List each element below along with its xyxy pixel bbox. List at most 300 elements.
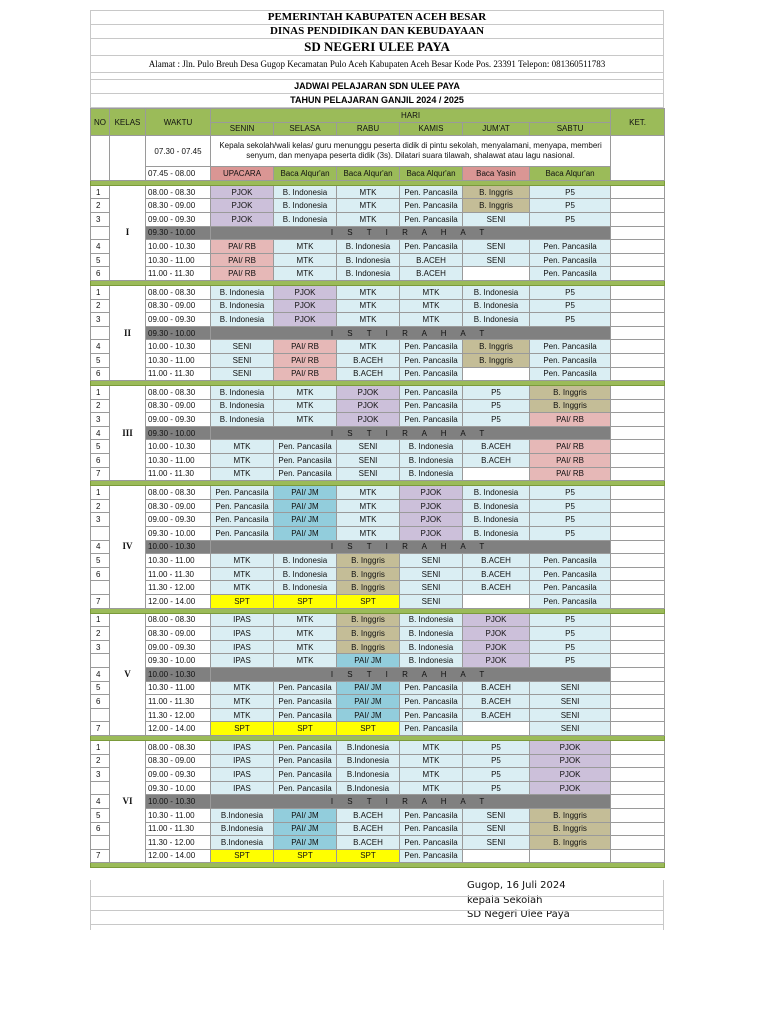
- subject-cell: B.ACEH: [337, 836, 400, 850]
- subject-cell: P5: [530, 613, 611, 627]
- col-waktu: WAKTU: [146, 109, 211, 136]
- subject-cell: Pen. Pancasila: [400, 722, 463, 736]
- subject-cell: P5: [530, 513, 611, 527]
- subject-cell: MTK: [211, 467, 274, 481]
- subject-cell: PAI/ RB: [274, 367, 337, 381]
- ket-cell: [611, 240, 665, 254]
- subject-cell: SENI: [530, 722, 611, 736]
- subject-cell: B.Indonesia: [211, 836, 274, 850]
- table-row: [91, 527, 665, 541]
- row-number: 1: [91, 613, 110, 627]
- subject-cell: B.Indonesia: [337, 754, 400, 768]
- break-cell: I S T I R A H A T: [211, 426, 611, 440]
- time-slot: 10.00 - 10.30: [146, 240, 211, 254]
- time-slot: 11.00 - 11.30: [146, 695, 211, 709]
- subject-cell: SENI: [400, 554, 463, 568]
- ket-cell: [611, 849, 665, 863]
- time-slot: 08.00 - 08.30: [146, 386, 211, 400]
- subject-cell: Pen. Pancasila: [400, 836, 463, 850]
- row-number: 2: [91, 499, 110, 513]
- subject-cell: B.ACEH: [337, 822, 400, 836]
- subject-cell: P5: [530, 499, 611, 513]
- subject-cell: B. Indonesia: [274, 581, 337, 595]
- subject-cell: B. Indonesia: [400, 440, 463, 454]
- subject-cell: PAI/ JM: [274, 527, 337, 541]
- ket-cell: [611, 613, 665, 627]
- time-slot: 09.00 - 09.30: [146, 413, 211, 427]
- subject-cell: Pen. Pancasila: [400, 386, 463, 400]
- subject-cell: B. Indonesia: [400, 467, 463, 481]
- subject-cell: B. Indonesia: [211, 386, 274, 400]
- subject-cell: PJOK: [400, 486, 463, 500]
- subject-cell: B. Inggris: [463, 340, 530, 354]
- subject-cell: B. Indonesia: [400, 627, 463, 641]
- ket-cell: [611, 199, 665, 213]
- subject-cell: IPAS: [211, 640, 274, 654]
- subject-cell: B.Indonesia: [337, 781, 400, 795]
- subject-cell: PJOK: [400, 527, 463, 541]
- break-cell: I S T I R A H A T: [211, 326, 611, 340]
- subject-cell: B. Indonesia: [463, 527, 530, 541]
- subject-cell: Pen. Pancasila: [400, 708, 463, 722]
- time-slot: 11.30 - 12.00: [146, 836, 211, 850]
- day-header: JUM'AT: [463, 122, 530, 136]
- ket-cell: [611, 722, 665, 736]
- ket-cell: [611, 253, 665, 267]
- subject-cell: PAI/ RB: [274, 340, 337, 354]
- table-row: [91, 795, 665, 809]
- subject-cell: MTK: [400, 781, 463, 795]
- subject-cell: B. Indonesia: [400, 454, 463, 468]
- header-spacer: [90, 72, 664, 79]
- row-number: [91, 836, 110, 850]
- subject-cell: MTK: [211, 581, 274, 595]
- subject-cell: MTK: [274, 267, 337, 281]
- subject-cell: B.ACEH: [463, 440, 530, 454]
- row-number: 6: [91, 567, 110, 581]
- subject-cell: B.ACEH: [463, 695, 530, 709]
- day-header: SELASA: [274, 122, 337, 136]
- table-row: [91, 399, 665, 413]
- grid-line: [90, 880, 91, 930]
- subject-cell: P5: [463, 768, 530, 782]
- row-number: 4: [91, 540, 110, 554]
- time-slot: 10.30 - 11.00: [146, 681, 211, 695]
- ket-cell: [611, 440, 665, 454]
- ket-cell: [611, 567, 665, 581]
- ket-cell: [611, 226, 665, 240]
- day-header: SABTU: [530, 122, 611, 136]
- subject-cell: Pen. Pancasila: [530, 367, 611, 381]
- subject-cell: B. Inggris: [463, 199, 530, 213]
- time-slot: 11.00 - 11.30: [146, 367, 211, 381]
- subject-cell: [463, 467, 530, 481]
- table-row: [91, 708, 665, 722]
- subject-cell: PJOK: [463, 627, 530, 641]
- day-header: KAMIS: [400, 122, 463, 136]
- subject-cell: SENI: [463, 808, 530, 822]
- separator-bar: [91, 863, 665, 868]
- subject-cell: B. Indonesia: [211, 285, 274, 299]
- table-row: [91, 640, 665, 654]
- subject-cell: PAI/ JM: [274, 808, 337, 822]
- subject-cell: Pen. Pancasila: [530, 267, 611, 281]
- ket-cell: [611, 768, 665, 782]
- subject-cell: MTK: [211, 454, 274, 468]
- subject-cell: P5: [463, 781, 530, 795]
- table-row: [91, 240, 665, 254]
- subject-cell: P5: [530, 527, 611, 541]
- time-slot: 09.00 - 09.30: [146, 640, 211, 654]
- subject-cell: B. Indonesia: [211, 299, 274, 313]
- row-number: [91, 527, 110, 541]
- subject-cell: MTK: [211, 554, 274, 568]
- ket-cell: [611, 667, 665, 681]
- signature-school: SD Negeri Ulee Paya: [467, 909, 570, 920]
- row-number: 6: [91, 695, 110, 709]
- subject-cell: Pen. Pancasila: [400, 399, 463, 413]
- table-row: [91, 581, 665, 595]
- subject-cell: PJOK: [337, 386, 400, 400]
- subject-cell: MTK: [400, 299, 463, 313]
- subject-cell: SPT: [211, 595, 274, 609]
- subject-cell: Pen. Pancasila: [530, 554, 611, 568]
- ket-cell: [611, 795, 665, 809]
- subject-cell: PAI/ RB: [211, 267, 274, 281]
- subject-cell: P5: [530, 486, 611, 500]
- subject-cell: SENI: [463, 836, 530, 850]
- subject-cell: Pen. Pancasila: [400, 822, 463, 836]
- subject-cell: B.Indonesia: [337, 768, 400, 782]
- row-number: 4: [91, 667, 110, 681]
- row-number: 6: [91, 367, 110, 381]
- ket-cell: [611, 285, 665, 299]
- subject-cell: IPAS: [211, 627, 274, 641]
- ket-cell: [611, 467, 665, 481]
- ket-cell: [611, 581, 665, 595]
- ket-cell: [611, 513, 665, 527]
- table-row: [91, 253, 665, 267]
- subject-cell: MTK: [274, 253, 337, 267]
- subject-cell: PJOK: [400, 499, 463, 513]
- subject-cell: B. Indonesia: [274, 199, 337, 213]
- subject-cell: PJOK: [530, 781, 611, 795]
- subject-cell: B. Indonesia: [211, 413, 274, 427]
- table-row: [91, 722, 665, 736]
- subject-cell: PAI/ JM: [337, 695, 400, 709]
- subject-cell: [463, 267, 530, 281]
- subject-cell: MTK: [337, 313, 400, 327]
- subject-cell: Pen. Pancasila: [530, 353, 611, 367]
- subject-cell: SPT: [337, 722, 400, 736]
- subject-cell: Pen. Pancasila: [400, 199, 463, 213]
- subject-cell: P5: [463, 399, 530, 413]
- table-row: [91, 849, 665, 863]
- subject-cell: B. Inggris: [463, 185, 530, 199]
- subject-cell: Pen. Pancasila: [274, 740, 337, 754]
- subject-cell: B. Inggris: [337, 613, 400, 627]
- activity-upacara: UPACARA: [211, 167, 274, 181]
- row-number: [91, 781, 110, 795]
- row-number: 7: [91, 849, 110, 863]
- subject-cell: B. Inggris: [530, 836, 611, 850]
- ket-cell: [611, 353, 665, 367]
- signature-role: kepala Sekolah: [467, 895, 543, 906]
- class-label: III: [110, 386, 146, 481]
- class-separator: [91, 863, 665, 868]
- subject-cell: MTK: [400, 768, 463, 782]
- subject-cell: MTK: [211, 695, 274, 709]
- ket-cell: [611, 413, 665, 427]
- subject-cell: PJOK: [337, 413, 400, 427]
- subject-cell: P5: [463, 754, 530, 768]
- subject-cell: IPAS: [211, 740, 274, 754]
- row-number: 5: [91, 440, 110, 454]
- schedule-title: JADWAI PELAJARAN SDN ULEE PAYA: [90, 79, 664, 93]
- table-row: [91, 781, 665, 795]
- time-slot: 10.00 - 10.30: [146, 795, 211, 809]
- ket-cell: [611, 708, 665, 722]
- time-slot: 09.30 - 10.00: [146, 226, 211, 240]
- row-number: 1: [91, 185, 110, 199]
- time-slot: 12.00 - 14.00: [146, 595, 211, 609]
- time-slot: 08.30 - 09.00: [146, 199, 211, 213]
- subject-cell: SENI: [463, 212, 530, 226]
- subject-cell: SENI: [530, 708, 611, 722]
- table-row: [91, 540, 665, 554]
- subject-cell: B. Inggris: [337, 554, 400, 568]
- table-row: [91, 226, 665, 240]
- subject-cell: PAI/ RB: [211, 240, 274, 254]
- subject-cell: MTK: [400, 313, 463, 327]
- schedule-sheet: [90, 10, 664, 868]
- subject-cell: B.ACEH: [337, 808, 400, 822]
- subject-cell: SPT: [274, 722, 337, 736]
- subject-cell: MTK: [337, 486, 400, 500]
- grid-line: [90, 924, 664, 925]
- time-slot: 09.30 - 10.00: [146, 527, 211, 541]
- subject-cell: PAI/ JM: [274, 486, 337, 500]
- subject-cell: SPT: [211, 722, 274, 736]
- row-number: 2: [91, 754, 110, 768]
- subject-cell: IPAS: [211, 754, 274, 768]
- col-no: NO: [91, 109, 110, 136]
- ket-cell: [611, 326, 665, 340]
- table-row: [91, 467, 665, 481]
- ket-cell: [611, 367, 665, 381]
- row-number: 5: [91, 554, 110, 568]
- subject-cell: PJOK: [400, 513, 463, 527]
- subject-cell: Pen. Pancasila: [274, 695, 337, 709]
- subject-cell: PAI/ JM: [337, 708, 400, 722]
- time-slot: 08.00 - 08.30: [146, 486, 211, 500]
- subject-cell: MTK: [211, 567, 274, 581]
- break-cell: I S T I R A H A T: [211, 540, 611, 554]
- ket-cell: [611, 540, 665, 554]
- subject-cell: Pen. Pancasila: [211, 499, 274, 513]
- subject-cell: B. Inggris: [530, 386, 611, 400]
- grid-line: [663, 880, 664, 930]
- table-row: [91, 285, 665, 299]
- time-slot: 10.00 - 10.30: [146, 667, 211, 681]
- subject-cell: B.ACEH: [463, 554, 530, 568]
- time-slot: 10.00 - 10.30: [146, 540, 211, 554]
- time-slot: 09.00 - 09.30: [146, 313, 211, 327]
- ket-cell: [611, 499, 665, 513]
- row-number: 5: [91, 253, 110, 267]
- subject-cell: B. Inggris: [337, 627, 400, 641]
- time-slot: 08.00 - 08.30: [146, 613, 211, 627]
- subject-cell: B. Indonesia: [274, 554, 337, 568]
- subject-cell: PJOK: [211, 185, 274, 199]
- subject-cell: MTK: [211, 708, 274, 722]
- subject-cell: Pen. Pancasila: [400, 695, 463, 709]
- row-number: [91, 654, 110, 668]
- table-row: [91, 836, 665, 850]
- subject-cell: PJOK: [274, 313, 337, 327]
- subject-cell: B.Indonesia: [211, 808, 274, 822]
- subject-cell: MTK: [400, 740, 463, 754]
- subject-cell: Pen. Pancasila: [400, 240, 463, 254]
- subject-cell: P5: [530, 285, 611, 299]
- time-slot: 09.30 - 10.00: [146, 781, 211, 795]
- subject-cell: B. Indonesia: [211, 313, 274, 327]
- ket-cell: [611, 627, 665, 641]
- subject-cell: Pen. Pancasila: [400, 367, 463, 381]
- subject-cell: MTK: [211, 681, 274, 695]
- subject-cell: Pen. Pancasila: [274, 754, 337, 768]
- col-hari: HARI: [211, 109, 611, 123]
- time-slot: 08.30 - 09.00: [146, 754, 211, 768]
- subject-cell: Pen. Pancasila: [274, 768, 337, 782]
- subject-cell: PAI/ JM: [274, 513, 337, 527]
- opening-time: 07.30 - 07.45: [146, 136, 211, 167]
- subject-cell: MTK: [337, 499, 400, 513]
- subject-cell: B. Indonesia: [337, 253, 400, 267]
- signature-date: Gugop, 16 Juli 2024: [467, 880, 566, 891]
- subject-cell: MTK: [274, 654, 337, 668]
- subject-cell: [463, 849, 530, 863]
- subject-cell: PJOK: [211, 199, 274, 213]
- subject-cell: PAI/ RB: [211, 253, 274, 267]
- table-row: [91, 554, 665, 568]
- subject-cell: Pen. Pancasila: [211, 527, 274, 541]
- subject-cell: SPT: [274, 595, 337, 609]
- table-row: [91, 340, 665, 354]
- row-number: 6: [91, 822, 110, 836]
- subject-cell: B. Inggris: [530, 808, 611, 822]
- time-slot: 09.00 - 09.30: [146, 212, 211, 226]
- subject-cell: B.ACEH: [463, 681, 530, 695]
- ket-cell: [611, 386, 665, 400]
- subject-cell: B.ACEH: [400, 253, 463, 267]
- ket-cell: [611, 836, 665, 850]
- row-number: 4: [91, 340, 110, 354]
- subject-cell: B. Inggris: [337, 581, 400, 595]
- subject-cell: B. Indonesia: [400, 640, 463, 654]
- row-number: 5: [91, 681, 110, 695]
- subject-cell: B. Indonesia: [463, 499, 530, 513]
- class-label: II: [110, 285, 146, 380]
- subject-cell: SENI: [337, 467, 400, 481]
- time-slot: 08.30 - 09.00: [146, 399, 211, 413]
- ket-cell: [611, 486, 665, 500]
- table-row: [91, 595, 665, 609]
- activity-baca: Baca Alqur'an: [274, 167, 337, 181]
- subject-cell: PJOK: [463, 654, 530, 668]
- time-slot: 10.30 - 11.00: [146, 454, 211, 468]
- row-number: 6: [91, 267, 110, 281]
- subject-cell: P5: [530, 627, 611, 641]
- subject-cell: MTK: [274, 399, 337, 413]
- activity-baca: Baca Alqur'an: [337, 167, 400, 181]
- subject-cell: IPAS: [211, 768, 274, 782]
- row-number: [91, 226, 110, 240]
- subject-cell: P5: [463, 413, 530, 427]
- subject-cell: B. Indonesia: [274, 185, 337, 199]
- table-row: [91, 513, 665, 527]
- ket-cell: [611, 654, 665, 668]
- subject-cell: PAI/ RB: [530, 467, 611, 481]
- day-header: SENIN: [211, 122, 274, 136]
- ket-cell: [611, 695, 665, 709]
- subject-cell: IPAS: [211, 613, 274, 627]
- row-number: 4: [91, 240, 110, 254]
- row-number: 4: [91, 426, 110, 440]
- subject-cell: PAI/ RB: [530, 413, 611, 427]
- table-row: [91, 768, 665, 782]
- subject-cell: B. Indonesia: [463, 513, 530, 527]
- row-number: 3: [91, 768, 110, 782]
- row-number: 1: [91, 386, 110, 400]
- time-slot: 10.30 - 11.00: [146, 253, 211, 267]
- opening-ket: [611, 136, 665, 181]
- time-slot: 08.00 - 08.30: [146, 740, 211, 754]
- subject-cell: SENI: [463, 240, 530, 254]
- subject-cell: PJOK: [530, 768, 611, 782]
- subject-cell: SENI: [337, 440, 400, 454]
- subject-cell: MTK: [337, 285, 400, 299]
- subject-cell: P5: [530, 212, 611, 226]
- subject-cell: P5: [530, 654, 611, 668]
- row-number: 2: [91, 627, 110, 641]
- subject-cell: MTK: [211, 440, 274, 454]
- grid-line: [90, 910, 664, 911]
- row-number: 3: [91, 313, 110, 327]
- ket-cell: [611, 299, 665, 313]
- subject-cell: SENI: [211, 340, 274, 354]
- subject-cell: B.ACEH: [463, 567, 530, 581]
- subject-cell: B. Indonesia: [463, 299, 530, 313]
- subject-cell: PJOK: [211, 212, 274, 226]
- table-row: [91, 486, 665, 500]
- row-number: 2: [91, 299, 110, 313]
- col-ket: KET.: [611, 109, 665, 136]
- time-slot: 09.00 - 09.30: [146, 768, 211, 782]
- subject-cell: B.ACEH: [463, 708, 530, 722]
- table-row: [91, 413, 665, 427]
- row-number: 5: [91, 808, 110, 822]
- row-number: 1: [91, 486, 110, 500]
- subject-cell: SENI: [211, 353, 274, 367]
- subject-cell: B. Indonesia: [274, 567, 337, 581]
- subject-cell: Pen. Pancasila: [400, 340, 463, 354]
- subject-cell: B. Inggris: [463, 353, 530, 367]
- activity-baca: Baca Alqur'an: [530, 167, 611, 181]
- table-row: [91, 267, 665, 281]
- subject-cell: PAI/ RB: [530, 440, 611, 454]
- subject-cell: Pen. Pancasila: [274, 440, 337, 454]
